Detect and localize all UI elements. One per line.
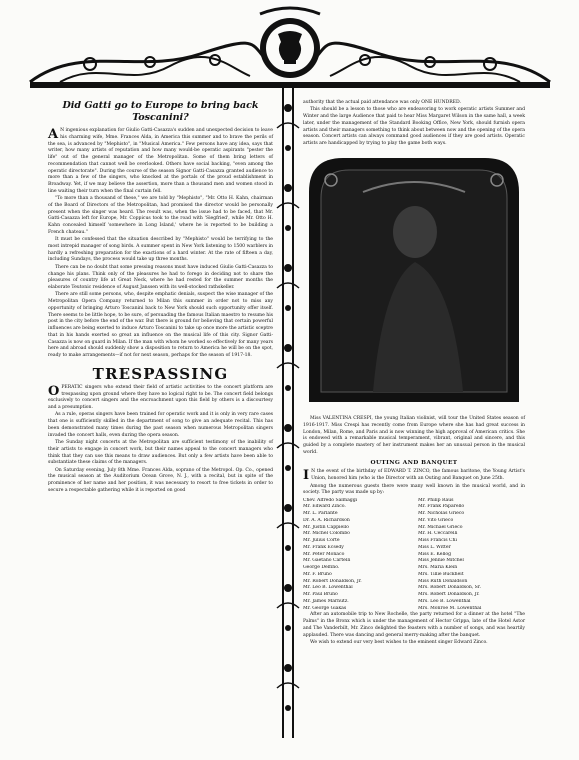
guest-name: Mr. Edward Zinco. xyxy=(303,504,346,510)
guest-name: Mrs. Maria Klein xyxy=(418,565,458,571)
ornamental-urn-scroll-icon xyxy=(20,4,560,100)
guest-name: Mrs. Robert Donaldson, Jr. xyxy=(418,592,480,598)
guest-name: Mr. Frank Paparello xyxy=(418,504,465,510)
guest-name: Mr. Nicholas Grieco xyxy=(418,511,465,517)
outing-closing-2: We wish to extend our very best wishes to the eminent singer Edward Zinco. xyxy=(310,639,488,645)
gatti-paragraph-1: A N ingenious explanation for Giulio Gatti-Casazza's sudden and unexpected decision to leave his charming wife, Mme. Frances Alda, in America this summer and to brave the perils of the sea, is advanced by "Mephisto", in "Musical America." Few persons have any idea, says that writer, how many artists of reputation and how many would-be operatic aspirants "pester the life" out of the general manager of the Metropolitan. Some of them bring letters of recommendation that cannot well be overlooked. Others have social backing, "even among the operatic directorate". During the course of the season Signor Gatti-Casazza granted audience to more than a few of the singers, who knocked at the portals of the proud establishment in Broadway. Yet, if we may believe the assertion, more than a thousand men and women stood in line waiting their turn when the final curtain fell. xyxy=(48,127,273,194)
guest-name: Mr. Paul Bruno xyxy=(303,592,338,598)
trespassing-paragraph-3: The Sunday night concerts at the Metropolitan are sufficient testimony of the inability of their artists to engage in concert work, but their names appeal to the concert managers who think that they can use this means to draw audiences. But only a few artists have been able to substantiate these claims of the managers. xyxy=(48,440,273,466)
lesson-paragraph: This should be a lesson to those who are endeavoring to work operatic artists Summer and Winter and the large Audience that paid to hear Miss Margaret Wilson in the same hall, a week later, under the management of the Standard Booking Office, New York, should furnish opera artists and their managers something to think about between now and the opening of the opera season. Concert artists can always command good audiences if they are good artists. Operatic artists are handicapped by trying to play the game both ways. xyxy=(303,107,525,147)
left-column xyxy=(48,100,273,495)
gatti-paragraph-5: There are still some persons, who, despite emphatic denials, suspect the wise manager of the Metropolitan Opera Company returned to Milan this summer in order not to miss any opportunity of bringing Arturo Toscanini back to New York should such opportunity offer itself. There seems to be little hope, to be sure, of persuading the famous Italian maestro to resume his post in the city before the end of the war. But there is ground for believing that certain powerful influences are being exerted to induce Arturo Toscanini to take up once more the artistic sceptre that in his hands exerted so great an influence on the musical life of this city. Signor Gatti-Casazza is now on guard in Milan. If the man with whom he worked so effectively for many years here and abroad should suddenly show a disposition to return to America he will be on the spot, ready to make arrangements—if not for next season, perhaps for the season of 1917-18. xyxy=(48,292,274,359)
guest-name: Mr. Justin Cappiello xyxy=(303,524,349,530)
outing-closing-1: After an automobile trip to New Rochelle, the party returned for a dinner at the hotel "The Palms" in the Bronx which is under the management of Hector Grippa, late of the Hotel Astor and The Vanderbilt, Mr. Zinco delighted the feasters with a number of songs, and was heartily applauded. There was dancing and general merry-making after the banquet. xyxy=(303,612,525,638)
outing-headline: OUTING AND BANQUET xyxy=(370,459,458,466)
trespassing-paragraph-1: OPERATIC singers who extend their field of artistic activities to the concert platform are trespassing upon ground where they have no logical right to be. The concert field belongs exclusively to concert singers and the encroachment upon this field by others is a discourtesy and a presumption. xyxy=(48,383,273,411)
guest-name: Mrs. Leo B. Lowenthal xyxy=(418,598,471,604)
guest-name: Miss Francis Chi xyxy=(418,538,457,544)
guest-name: Mrs. Tillie Buckheit xyxy=(418,571,464,577)
guest-name: Mr. Julius Corte xyxy=(303,538,340,544)
guest-name: Mr. Vito Grieco xyxy=(418,517,454,523)
gatti-paragraph-4: There can be no doubt that some pressing reasons must have induced Giulio Gatti-Casazza to change his plans. Think only of the pleasures he had to forego in deciding not to share the pleasures of country life at Great Neck, where he had rested for the summer months the elaborate Teutonic residence of August Janssen with its well-stocked rathskeller. xyxy=(48,264,273,291)
guest-name: Chev. Alfredo Salmaggi xyxy=(303,497,358,503)
ornamental-vine-divider-icon xyxy=(275,88,301,738)
trespassing-headline: TRESPASSING xyxy=(92,364,229,383)
gatti-paragraph-3: It must be confessed that the situation described by "Mephisto" would be terrifying to the most intrepid manager of song birds. A summer spent in New York listening to 1500 warblers in hardly a refreshing preparation for the exactions of a hard winter. At the rate of fifteen a day, including Sundays, the process would take up three months. xyxy=(48,237,273,263)
drop-cap-o: O xyxy=(48,383,60,399)
guest-name: Miss L. Witter xyxy=(418,544,451,550)
guest-name: Mr. Michael Grieco xyxy=(418,524,463,530)
guest-name: George Delfino. xyxy=(303,565,340,571)
guest-name: Miss E. Kellog xyxy=(418,551,452,557)
guest-name: Dr. A. A. Richardson xyxy=(303,517,350,523)
guest-list xyxy=(303,498,525,613)
guest-name: Mr. James Marnutz. xyxy=(303,598,349,604)
guest-name: Mr. Gaetano Cartelli xyxy=(303,558,351,564)
guest-name: Mr. Philip Raus xyxy=(418,497,454,503)
gatti-paragraph-2: "To more than a thousand of these," we are told by "Mephisto", "Mr. Otto H. Kahn, chairman of the Board of Directors of the Metropolitan, had promised the director would be personally present when the singer was heard. The result was, when the issue had to be faced, that Mr. Gatti-Casazza left for Europe, Mr. Coppicus took to the road with 'Siegfried', while Mr. Otto H. Kahn concealed himself 'somewhere in Long Island,' where he is reported to be building a French chateau." xyxy=(48,196,273,235)
guest-name: Mr. Frank Ecsedy xyxy=(303,544,344,550)
crespi-caption: Miss VALENTINA CRESPI, the young Italian violinist, will tour the United States season of 1916-1917. Miss Crespi has recently come from Europe where she has had great success in London, Milan, Rome, and Paris and is now winning the high approval of American critics. She is endowed with a remarkable musical temperament, vibrant, original and sincere, and this guided by a complete mastery of her instrument makes her an unusual person in the musical world. xyxy=(303,416,525,455)
guest-name: Miss Jennie Mitchel xyxy=(418,558,464,564)
gatti-headline: Did Gatti go to Europe to bring back Toscanini? xyxy=(62,100,259,123)
guest-name: Mr. L. Parlante xyxy=(303,511,338,517)
drop-cap-i: I xyxy=(303,468,310,484)
guest-name: Mrs. Robert Donaldson, Sr. xyxy=(418,585,481,591)
guest-name: Mr. Leo B. Lowenthal xyxy=(303,585,353,591)
guest-name: Mr. Michel Colombo xyxy=(303,531,350,537)
guest-name: Mr. George Giakas xyxy=(303,605,347,611)
guest-name: Mr. Peter Monaco xyxy=(303,551,345,557)
guest-name: Mr. F. Bruno xyxy=(303,571,332,577)
trespassing-paragraph-2: As a rule, operas singers have been trained for operatic work and it is only in very rare cases that one is sufficiently skilled in the department of song to give an adequate recital. This has been demonstrated many times during the past season when numerous Metropolitan singers invaded the concert halls, even during the opera season. xyxy=(48,412,273,438)
outing-intro-2: Among the numerous guests there were many well known in the musical world, and in society. The party was made up by: xyxy=(303,483,525,496)
outing-intro: I N the event of the birthday of EDWARD T. ZINCO, the famous baritone, the Young Artist's Union, honored him (who is the Director with an Outing and Banquet on June 25th. xyxy=(303,468,525,484)
guest-name: Miss Ruth Donaldson xyxy=(418,578,468,584)
guest-name: Mr. H. Ceccarelli xyxy=(418,531,458,537)
drop-cap-a: A xyxy=(48,127,59,142)
continuation-line: authority that the actual paid attendance was only ONE HUNDRED. xyxy=(303,100,461,105)
right-column xyxy=(303,100,525,647)
ornate-photo-frame-icon xyxy=(303,152,525,408)
guest-name: Mrs. Monroe M. Lowenthal xyxy=(418,605,482,611)
guest-name: Mr. Robert Donaldson, Jr. xyxy=(303,578,362,584)
trespassing-paragraph-4: On Saturday evening, July 8th Mme. Frances Alda, soprano of the Metropol. Op. Co., opened the musical season at the Auditorium Ocean Grove, N. J., with a recital, but in spite of the prominence of her name and her position, it was necessary to resort to free tickets in order to secure a respectable gathering while it is reported on good xyxy=(48,467,273,493)
